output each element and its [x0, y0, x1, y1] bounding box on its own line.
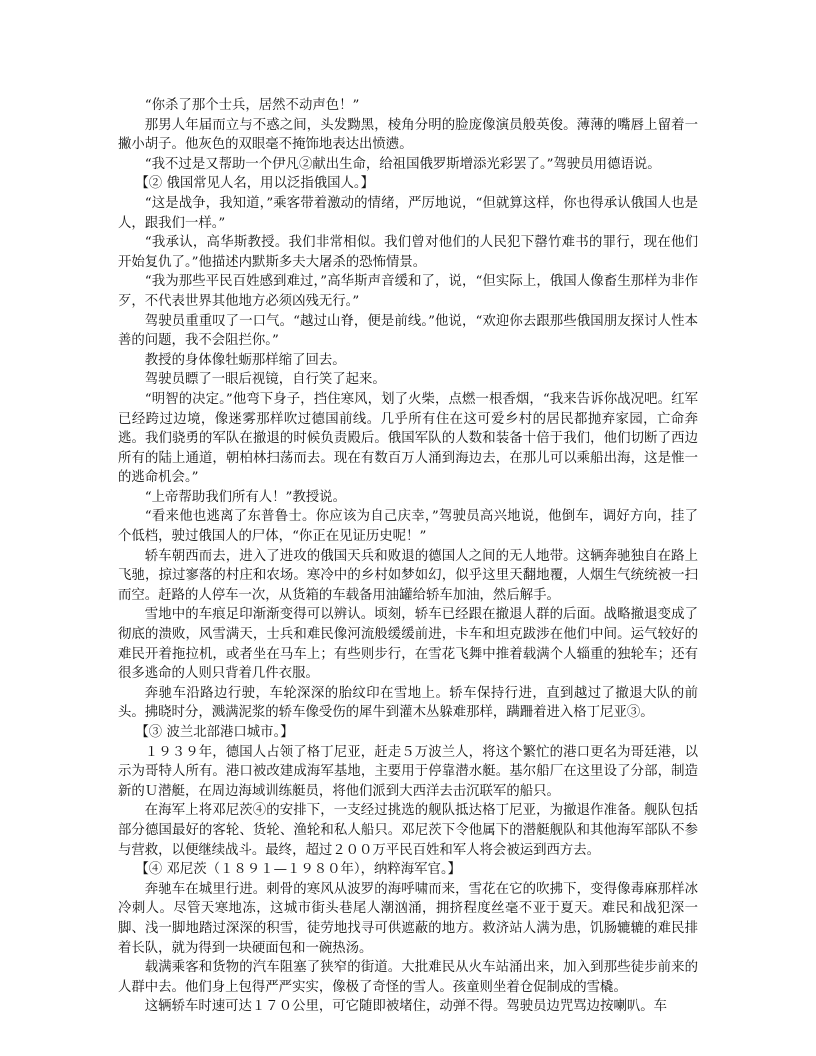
- paragraph: 雪地中的车痕足印渐渐变得可以辨认。顷刻，轿车已经跟在撤退人群的后面。战略撤退变成了彻底的溃败，风雪满天，士兵和难民像河流般缓缓前进，卡车和坦克跋涉在他们中间。运气较好的难民开着拖拉机，或者坐在马车上；有些则步行，在雪花飞舞中推着载满个人辎重的独轮车；还有很多逃命的人则只背着几件衣服。: [118, 607, 698, 682]
- footnote: 【② 俄国常见人名，用以泛指俄国人。】: [135, 176, 374, 192]
- paragraph: 奔驰车在城里行进。刺骨的寒风从波罗的海呼啸而来，雪花在它的吹拂下，变得像毒麻那样冰冷刺人。尽管天寒地冻，这城市街头巷尾人潮汹涌，拥挤程度丝毫不亚于夏天。难民和战犯深一脚、浅一脚地踏过深深的积雪，徒劳地找寻可供遮蔽的地方。救济站人满为患，饥肠辘辘的难民排着长队，就为得到一块硬面包和一碗热汤。: [118, 881, 698, 956]
- paragraph: 载满乘客和货物的汽车阻塞了狭窄的街道。大批难民从火车站涌出来，加入到那些徒步前来的人群中去。他们身上包得严严实实，像极了奇怪的雪人。孩童则坐着仓促制成的雪橇。: [118, 960, 698, 995]
- paragraph: “我为那些平民百姓感到难过，”高华斯声音缓和了，说，“但实际上，俄国人像畜生那样为非作歹，不代表世界其他地方必须凶残无行。”: [118, 274, 698, 309]
- paragraph: １９３９年，德国人占领了格丁尼亚，赶走５万波兰人，将这个繁忙的港口更名为哥廷港，以示为哥特人所有。港口被改建成海军基地，主要用于停靠潜水艇。基尔船厂在这里设了分部，制造新的Ｕ潜艇，在周边海域训练艇员，将他们派到大西洋去击沉联军的船只。: [118, 744, 698, 799]
- paragraph: 驾驶员重重叹了一口气。“越过山脊，便是前线。”他说，“欢迎你去跟那些俄国朋友探讨人性本善的问题，我不会阻拦你。”: [118, 313, 698, 349]
- paragraph: “我不过是又帮助一个伊凡②献出生命，给祖国俄罗斯增添光彩罢了。”驾驶员用德语说。: [144, 156, 661, 172]
- paragraph: “这是战争，我知道，”乘客带着激动的情绪，严厉地说，“但就算这样，你也得承认俄国人也是人，跟我们一样。”: [118, 195, 698, 231]
- footnote: 【④ 邓尼茨（１８９１—１９８０年），纳粹海军官。】: [135, 862, 462, 878]
- footnote: 【③ 波兰北部港口城市。】: [135, 725, 294, 740]
- paragraph: 这辆轿车时速可达１７０公里，可它随即被堵住，动弹不得。驾驶员边咒骂边按喇叭。车: [144, 999, 668, 1015]
- paragraph: “看来他也逃离了东普鲁士。你应该为自己庆幸，”驾驶员高兴地说，他倒车，调好方向，挂了个低档，驶过俄国人的尸体，“你正在见证历史呢！”: [118, 509, 698, 545]
- paragraph: 在海军上将邓尼茨④的安排下，一支经过挑选的舰队抵达格丁尼亚，为撤退作准备。舰队包括部分德国最好的客轮、货轮、渔轮和私人船只。邓尼茨下令他属下的潜艇舰队和其他海军部队不参与营救，以便继续战斗。最终，超过２００万平民百姓和军人将会被运到西方去。: [118, 803, 698, 858]
- paragraph: 奔驰车沿路边行驶，车轮深深的胎纹印在雪地上。轿车保持行进，直到越过了撤退大队的前头。拂晓时分，溅满泥浆的轿车像受伤的犀牛到灌木丛躲难那样，蹒跚着进入格丁尼亚③。: [118, 685, 698, 721]
- paragraph: “明智的决定。”他弯下身子，挡住寒风，划了火柴，点燃一根香烟，“我来告诉你战况吧。红军已经跨过边境，像迷雾那样吹过德国前线。几乎所有住在这可爱乡村的居民都抛弃家园，亡命奔逃。我们骁勇的军队在撤退的时候负责殿后。俄国军队的人数和装备十倍于我们，他们切断了西边所有的陆上通道，朝柏林扫荡而去。现在有数百万人涌到海边去，在那儿可以乘船出海，这是惟一的逃命机会。”: [118, 391, 698, 486]
- paragraph: 那男人年届而立与不惑之间，头发黝黑，棱角分明的脸庞像演员般英俊。薄薄的嘴唇上留着一撇小胡子。他灰色的双眼毫不掩饰地表达出愤懑。: [118, 117, 698, 153]
- document-body: [118, 96, 698, 1017]
- paragraph: “上帝帮助我们所有人！”教授说。: [144, 489, 346, 505]
- paragraph: “我承认，高华斯教授。我们非常相似。我们曾对他们的人民犯下罄竹难书的罪行，现在他们开始复仇了。”他描述内默斯多夫大屠杀的恐怖情景。: [118, 235, 698, 270]
- paragraph: 轿车朝西而去，进入了进攻的俄国天兵和败退的德国人之间的无人地带。这辆奔驰独自在路上飞驰，掠过寥落的村庄和农场。寒冷中的乡村如梦如幻，似乎这里天翻地覆，人烟生气统统被一扫而空。赶路的人停车一次，从货箱的车载备用油罐给轿车加油，然后解手。: [118, 548, 698, 603]
- paragraph: 驾驶员瞟了一眼后视镜，自行笑了起来。: [144, 372, 386, 388]
- paragraph: “你杀了那个士兵，居然不动声色！”: [144, 98, 360, 113]
- paragraph: 教授的身体像牡蛎那样缩了回去。: [144, 352, 346, 368]
